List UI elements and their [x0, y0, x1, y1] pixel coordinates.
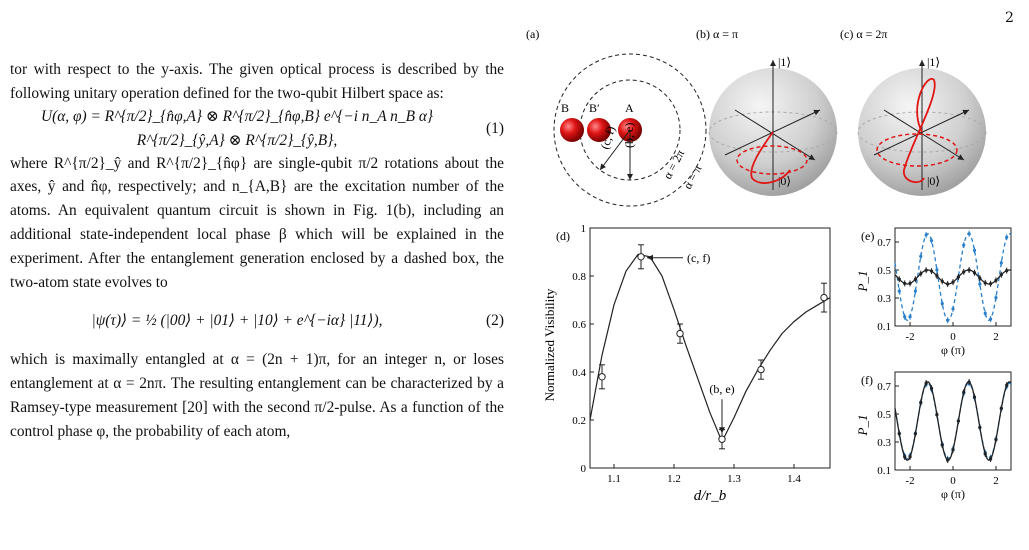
data-point: [925, 233, 928, 236]
panel-c-tag: (c) α = 2π: [840, 27, 888, 41]
data-point: [903, 282, 906, 285]
data-point: [599, 374, 605, 380]
data-point: [946, 282, 949, 285]
data-point: [914, 289, 917, 292]
data-point: [968, 232, 971, 235]
y-tick-label: 0.1: [877, 465, 891, 477]
data-point: [957, 419, 960, 422]
data-point: [935, 268, 938, 271]
data-point: [984, 281, 987, 284]
ket-one-b: |1⟩: [778, 55, 792, 69]
x-axis-label: d/r_b: [693, 488, 727, 504]
y-axis-label: P_1: [855, 270, 870, 292]
x-tick-label: -2: [905, 331, 915, 343]
data-point: [898, 289, 901, 292]
x-axis-label: φ (π): [941, 487, 965, 501]
label-b: B: [561, 101, 570, 115]
data-point: [758, 366, 764, 372]
data-point: [930, 270, 933, 273]
data-point: [984, 312, 987, 315]
data-point: [989, 282, 992, 285]
data-point: [978, 426, 981, 429]
panel-c: [840, 27, 986, 196]
data-point: [994, 279, 997, 282]
label-b-prime: B′: [589, 101, 600, 115]
y-tick-label: 0: [580, 463, 586, 475]
data-point: [941, 443, 944, 446]
panel-b-tag: (b) α = π: [696, 27, 739, 41]
page-number: 2: [1005, 10, 1014, 26]
label-a: A: [625, 101, 634, 115]
data-point: [962, 270, 965, 273]
data-point: [994, 296, 997, 299]
data-point: [903, 315, 906, 318]
data-point: [941, 280, 944, 283]
equation-1: [10, 107, 504, 149]
x-tick-label: 2: [993, 331, 999, 343]
data-point: [968, 380, 971, 383]
y-tick-label: 0.5: [877, 409, 891, 421]
ket-zero-c: |0⟩: [927, 174, 941, 188]
data-point: [930, 387, 933, 390]
atom-b: [560, 118, 584, 142]
chart-e: [855, 228, 1011, 357]
chart-d: [542, 223, 830, 504]
data-point: [919, 272, 922, 275]
data-point: [908, 282, 911, 285]
annotation-be: (b, e): [709, 382, 735, 397]
y-tick-label: 0.7: [877, 381, 891, 393]
x-tick-label: 0: [950, 475, 956, 487]
paragraph-3: which is maximally entangled at α = (2n + 1)π, for an integer n, or loses entanglement at α = 2nπ. The resulting entanglement can be characterized by a Ramsey-type measurement [20] with the second π/2-pulse. As a function of the control phase φ, the probability of each atom,: [10, 351, 504, 440]
ket-zero-b: |0⟩: [778, 174, 792, 188]
data-point: [719, 436, 725, 442]
data-point: [962, 391, 965, 394]
x-axis-label: φ (π): [941, 343, 965, 357]
data-point: [951, 281, 954, 284]
x-tick-label: 1.3: [727, 473, 741, 485]
x-tick-label: 1.1: [607, 473, 621, 485]
data-point: [930, 239, 933, 242]
label-alpha-2pi: α = 2π: [660, 147, 688, 182]
equation-1-body: U(α, φ) = R^{π/2}_{n̂φ,A} ⊗ R^{π/2}_{n̂φ,B} e^{−i n_A n_B α} R^{π/2}_{ŷ,A} ⊗ R^{π/2}_{ŷ,B},: [40, 107, 434, 149]
data-point: [994, 438, 997, 441]
data-point: [821, 294, 827, 300]
data-point: [919, 401, 922, 404]
data-point: [973, 249, 976, 252]
data-point: [1005, 236, 1008, 239]
label-cf: (c, f): [597, 124, 619, 151]
figure-svg: [520, 0, 1025, 550]
label-alpha-pi: α = π: [680, 162, 705, 192]
data-point: [925, 269, 928, 272]
data-point: [941, 302, 944, 305]
y-axis-label: Normalized Visibility: [542, 288, 557, 402]
data-point: [908, 455, 911, 458]
x-tick-label: -2: [905, 475, 915, 487]
y-tick-label: 0.6: [572, 319, 586, 331]
equation-2-number: (2): [486, 312, 504, 330]
data-point: [946, 458, 949, 461]
x-tick-label: 2: [993, 475, 999, 487]
y-tick-label: 0.7: [877, 237, 891, 249]
paragraph-2: where R^{π/2}_ŷ and R^{π/2}_{n̂φ} are single-qubit π/2 rotations about the axes, ŷ and n̂φ, respectively; and n_{A,B} are the excitation number of the atoms. An equivalent quantum circuit is shown in Fig. 1(b), including an additional state-independent local phase β which will be explained in the experiment. After the entanglement generation enclosed by a dashed box, the two-atom state evolves to: [10, 154, 504, 291]
panel-a: [526, 27, 706, 206]
label-be: (b, e): [622, 122, 636, 148]
x-tick-label: 1.4: [787, 473, 801, 485]
y-tick-label: 0.2: [572, 415, 586, 427]
data-point: [946, 319, 949, 322]
y-tick-label: 0.8: [572, 271, 586, 283]
equation-2: [10, 298, 504, 344]
data-point: [978, 283, 981, 286]
text-column: [10, 58, 504, 444]
paragraph-1: tor with respect to the y-axis. The given optical process is described by the following unitary operation defined for the two-qubit Hilbert space as:: [10, 61, 504, 102]
data-point: [898, 278, 901, 281]
panel-b: [696, 27, 837, 196]
y-tick-label: 0.5: [877, 265, 891, 277]
panel-a-tag: (a): [526, 27, 540, 41]
y-axis-label: P_1: [855, 414, 870, 436]
data-point: [638, 254, 644, 260]
data-point: [925, 381, 928, 384]
fit-curve: [590, 254, 830, 441]
y-tick-label: 0.3: [877, 293, 891, 305]
panel-tag: (d): [556, 229, 570, 243]
data-point: [1005, 384, 1008, 387]
data-point: [935, 413, 938, 416]
figure-1: [520, 0, 1025, 550]
data-point: [677, 330, 683, 336]
data-point: [957, 275, 960, 278]
equation-2-body: |ψ(τ)⟩ = ½ (|00⟩ + |01⟩ + |10⟩ + e^{−iα} |11⟩),: [91, 312, 383, 330]
data-point: [973, 271, 976, 274]
data-point: [951, 448, 954, 451]
panel-tag: (e): [861, 229, 875, 243]
panel-tag: (f): [861, 373, 873, 387]
data-point: [1000, 261, 1003, 264]
data-point: [978, 277, 981, 280]
data-point: [989, 317, 992, 320]
data-point: [914, 278, 917, 281]
y-tick-label: 1: [580, 223, 586, 235]
plot-frame: [895, 372, 1011, 470]
data-point: [935, 274, 938, 277]
y-tick-label: 0.1: [877, 321, 891, 333]
data-point: [951, 307, 954, 310]
data-point: [984, 452, 987, 455]
data-point: [989, 457, 992, 460]
data-point: [898, 432, 901, 435]
data-point: [1005, 269, 1008, 272]
data-point: [919, 255, 922, 258]
data-point: [914, 432, 917, 435]
data-point: [962, 243, 965, 246]
data-point: [1000, 273, 1003, 276]
data-point: [968, 268, 971, 271]
y-tick-label: 0.3: [877, 437, 891, 449]
data-point: [973, 395, 976, 398]
y-tick-label: 0.4: [572, 367, 586, 379]
annotation-cf: (c, f): [687, 250, 711, 265]
ket-one-c: |1⟩: [927, 55, 941, 69]
data-point: [1000, 407, 1003, 410]
equation-1-number: (1): [486, 119, 504, 137]
chart-f: [855, 372, 1011, 501]
x-tick-label: 0: [950, 331, 956, 343]
data-point: [903, 455, 906, 458]
data-point: [908, 315, 911, 318]
x-tick-label: 1.2: [667, 473, 681, 485]
